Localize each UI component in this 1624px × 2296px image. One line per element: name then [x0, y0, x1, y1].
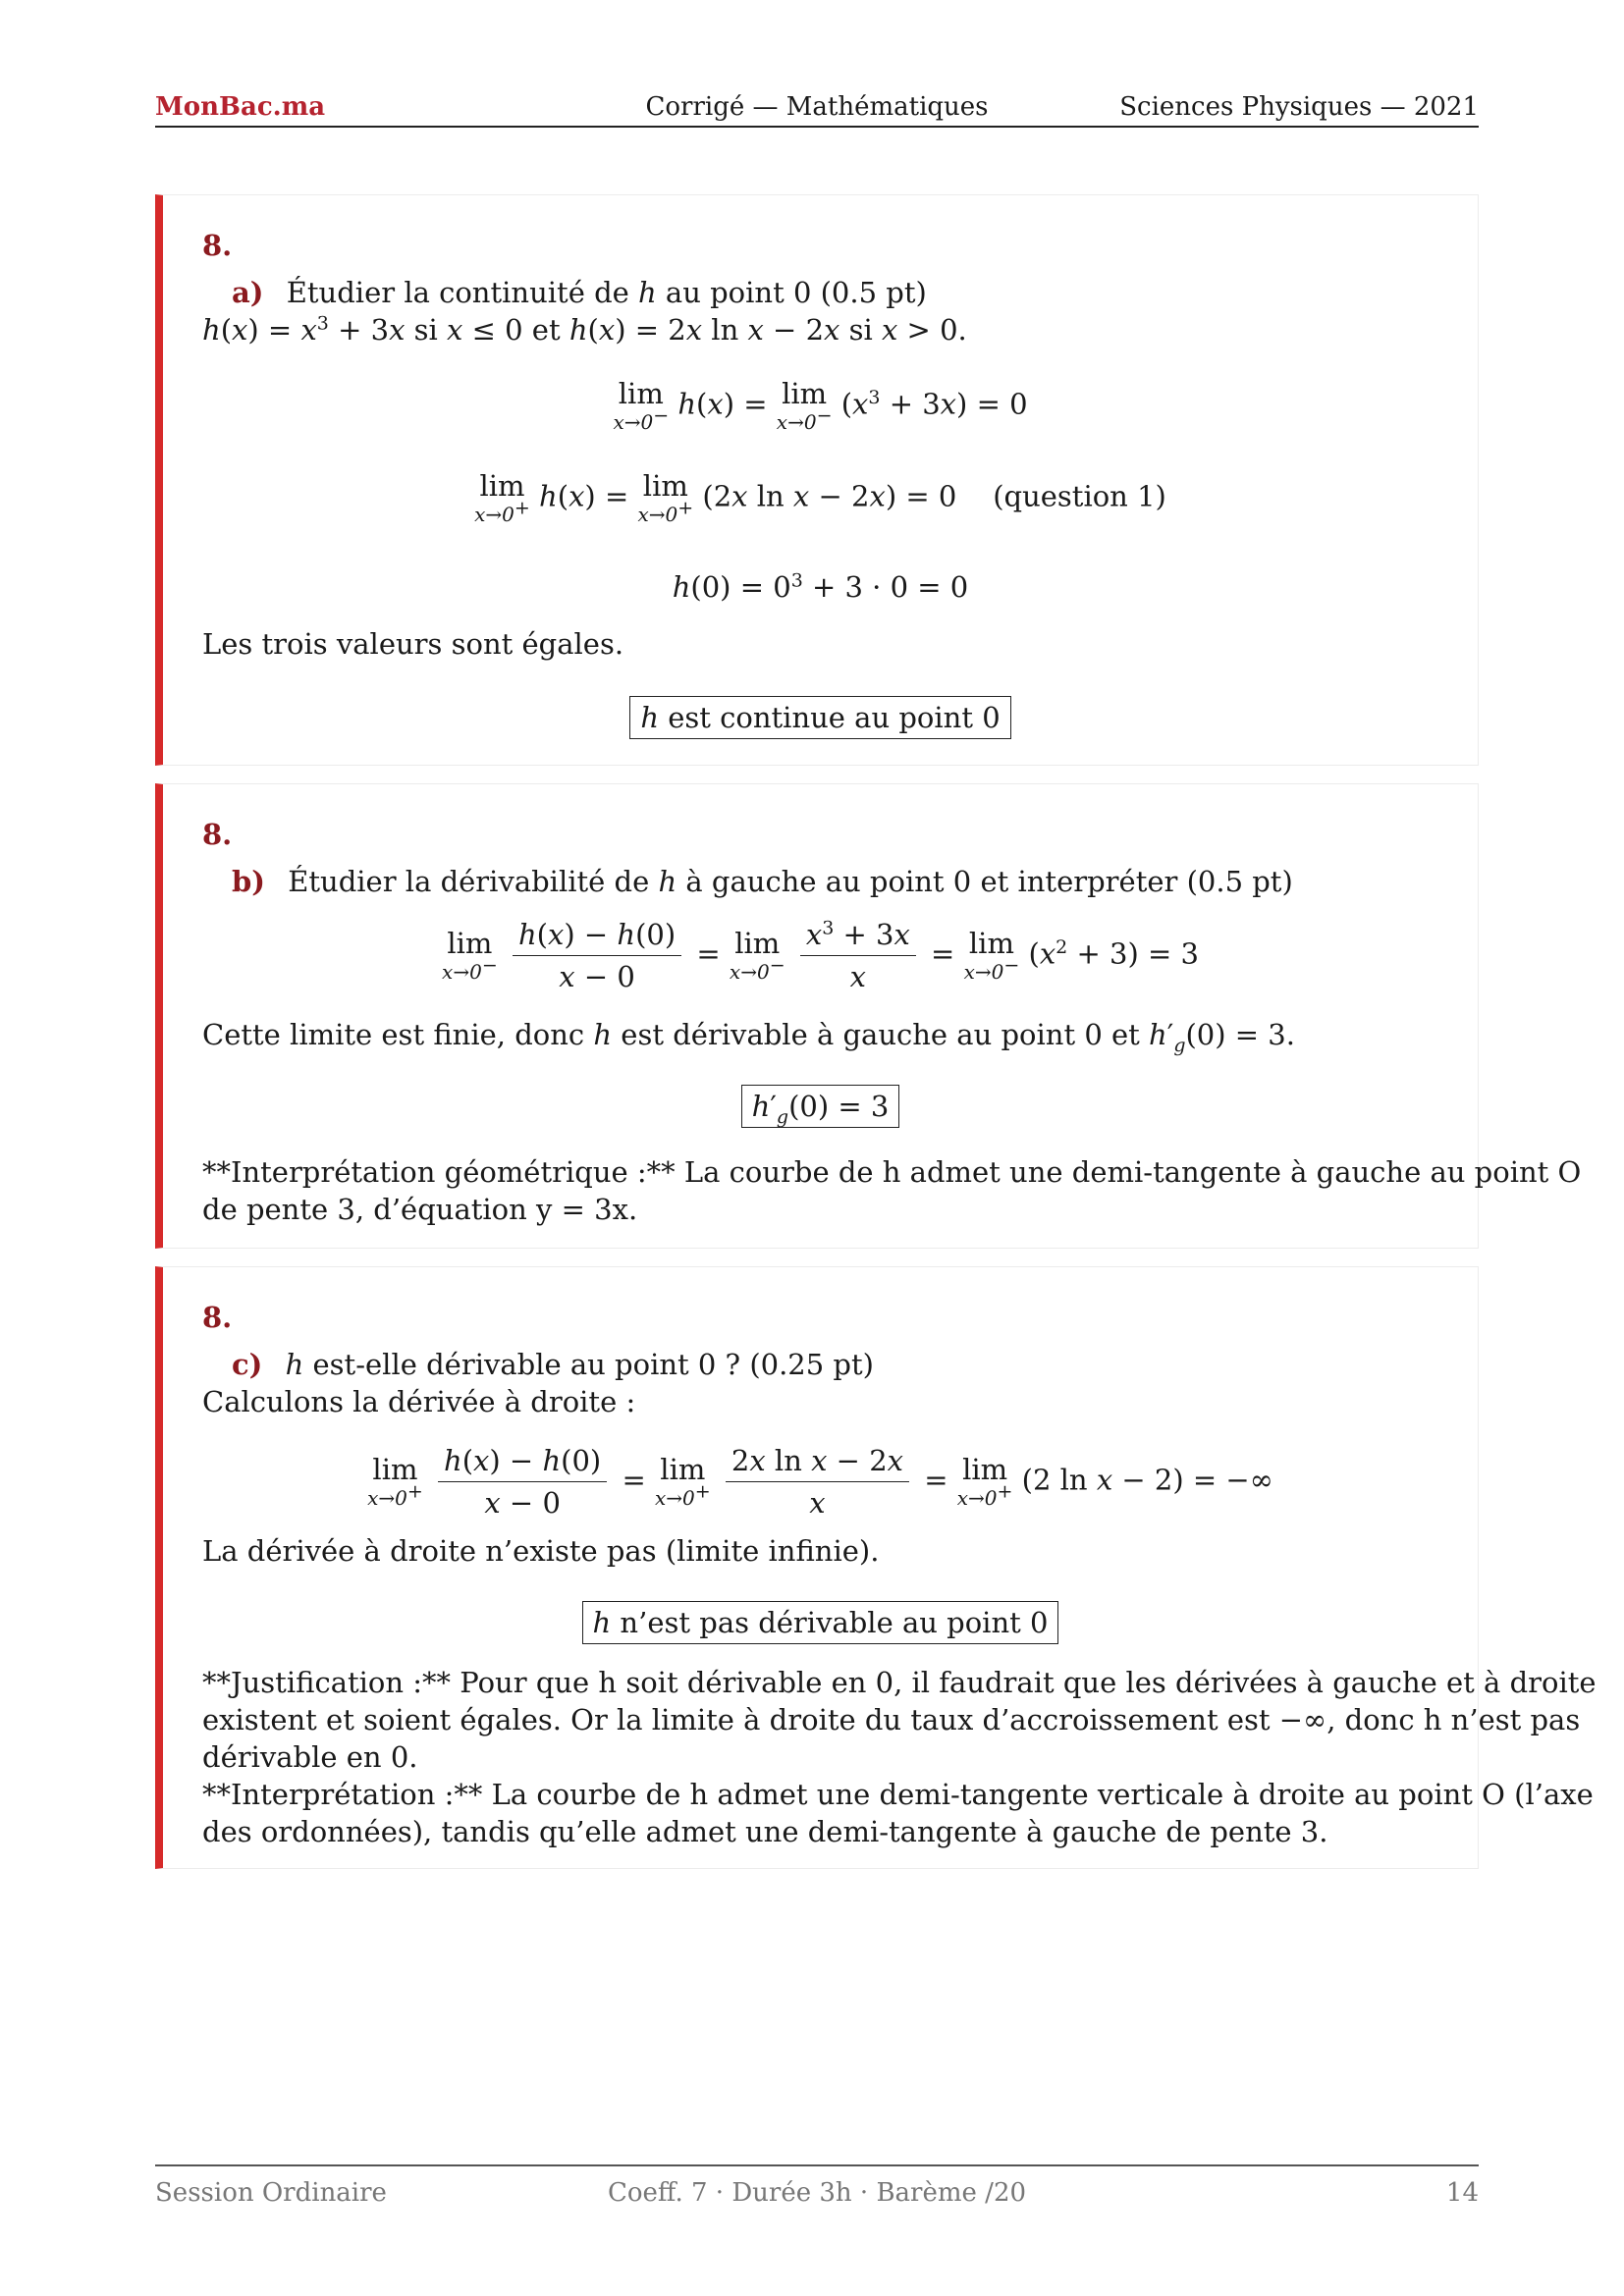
justification-line-3: dérivable en 0.: [202, 1740, 418, 1774]
result-box: h n’est pas dérivable au point 0: [582, 1601, 1059, 1644]
header-title: Corrigé — Mathématiques: [645, 92, 989, 122]
question-ref: (question 1): [993, 479, 1166, 513]
page-footer: [155, 2164, 1479, 2208]
equation-left-derivative: lim x→0− $\frac{h(x) - h(0)}{x - 0}$ = lim x→0− $\frac{x^3 + 3x}{x}$ = lim x→0− $(x^2 + 3) = 3$: [442, 917, 1199, 993]
statement-line: c) h est-elle dérivable au point 0 ? (0.25 pt): [232, 1348, 874, 1381]
question-number: 8.: [202, 1301, 233, 1334]
page-header: [155, 90, 1479, 128]
result-row: [163, 1601, 1478, 1644]
section-8b: [155, 783, 1582, 1249]
section-8a: [155, 194, 1479, 766]
statement-line: a) Étudier la continuité de h au point 0 (0.5 pt): [232, 276, 927, 309]
statement-line: b) Étudier la dérivabilité de h à gauche au point 0 et interpréter (0.5 pt): [232, 865, 1293, 898]
result-box: h est continue au point 0: [629, 696, 1010, 739]
justification-line-1: **Justification :** Pour que h soit dérivable en 0, il faudrait que les dérivées à gauche et à droite: [202, 1666, 1597, 1699]
question-number: 8.: [202, 229, 233, 262]
item-label: a): [232, 276, 264, 309]
question-number: 8.: [202, 818, 233, 851]
brand-logo: MonBac.ma: [155, 92, 326, 122]
interpretation-line-1: **Interprétation :** La courbe de h admet une demi-tangente verticale à droite au point O (l’axe: [202, 1778, 1594, 1811]
item-label: c): [232, 1348, 263, 1381]
interpretation-line-2: de pente 3, d’équation y = 3x.: [202, 1193, 638, 1226]
equation-h0: $h(0) = 0^3 + 3 \cdot 0 = 0$: [672, 569, 969, 604]
footer-session: Session Ordinaire: [155, 2178, 387, 2208]
intro-text: Calculons la dérivée à droite :: [202, 1385, 636, 1418]
section-8c: [155, 1266, 1597, 1869]
conclusion-text: Cette limite est finie, donc h est dérivable à gauche au point 0 et $h'_g(0) = 3$.: [202, 1018, 1295, 1056]
result-row: [163, 1085, 1478, 1128]
interpretation-line-2: des ordonnées), tandis qu’elle admet une demi-tangente à gauche de pente 3.: [202, 1815, 1328, 1848]
item-label: b): [232, 865, 265, 898]
equation-right-derivative: lim x→0+ $\frac{h(x) - h(0)}{x - 0}$ = lim x→0+ $\frac{\text{2x ln x − 2x}}{x}$ = lim x→0+ (2 ln x − 2) = −∞: [367, 1444, 1273, 1520]
result-box: $h'_g(0) = 3$: [741, 1085, 900, 1128]
conclusion-text: Les trois valeurs sont égales.: [202, 627, 624, 661]
page-number: 14: [1445, 2178, 1479, 2208]
interpretation-line-1: **Interprétation géométrique :** La courbe de h admet une demi-tangente à gauche au point O: [202, 1155, 1582, 1189]
header-right: Sciences Physiques — 2021: [1119, 92, 1479, 122]
conclusion-text: La dérivée à droite n’existe pas (limite infinie).: [202, 1534, 880, 1568]
footer-info: Coeff. 7 · Durée 3h · Barème /20: [607, 2178, 1027, 2208]
definition-line: $h(x) = x^3 + 3x$ si x ≤ 0 et h(x) = 2x ln x − 2x si x > 0.: [202, 312, 967, 347]
result-row: [163, 696, 1478, 739]
equation-left-limit: lim x→0− h(x) = lim x→0− $(x^3 + 3x) = 0$: [613, 377, 1028, 434]
justification-line-2: existent et soient égales. Or la limite à droite du taux d’accroissement est −∞, donc h n’est pas: [202, 1703, 1581, 1736]
equation-right-limit: lim x→0+ h(x) = lim x→0+ (2x ln x − 2x) = 0 (question 1): [474, 469, 1166, 526]
